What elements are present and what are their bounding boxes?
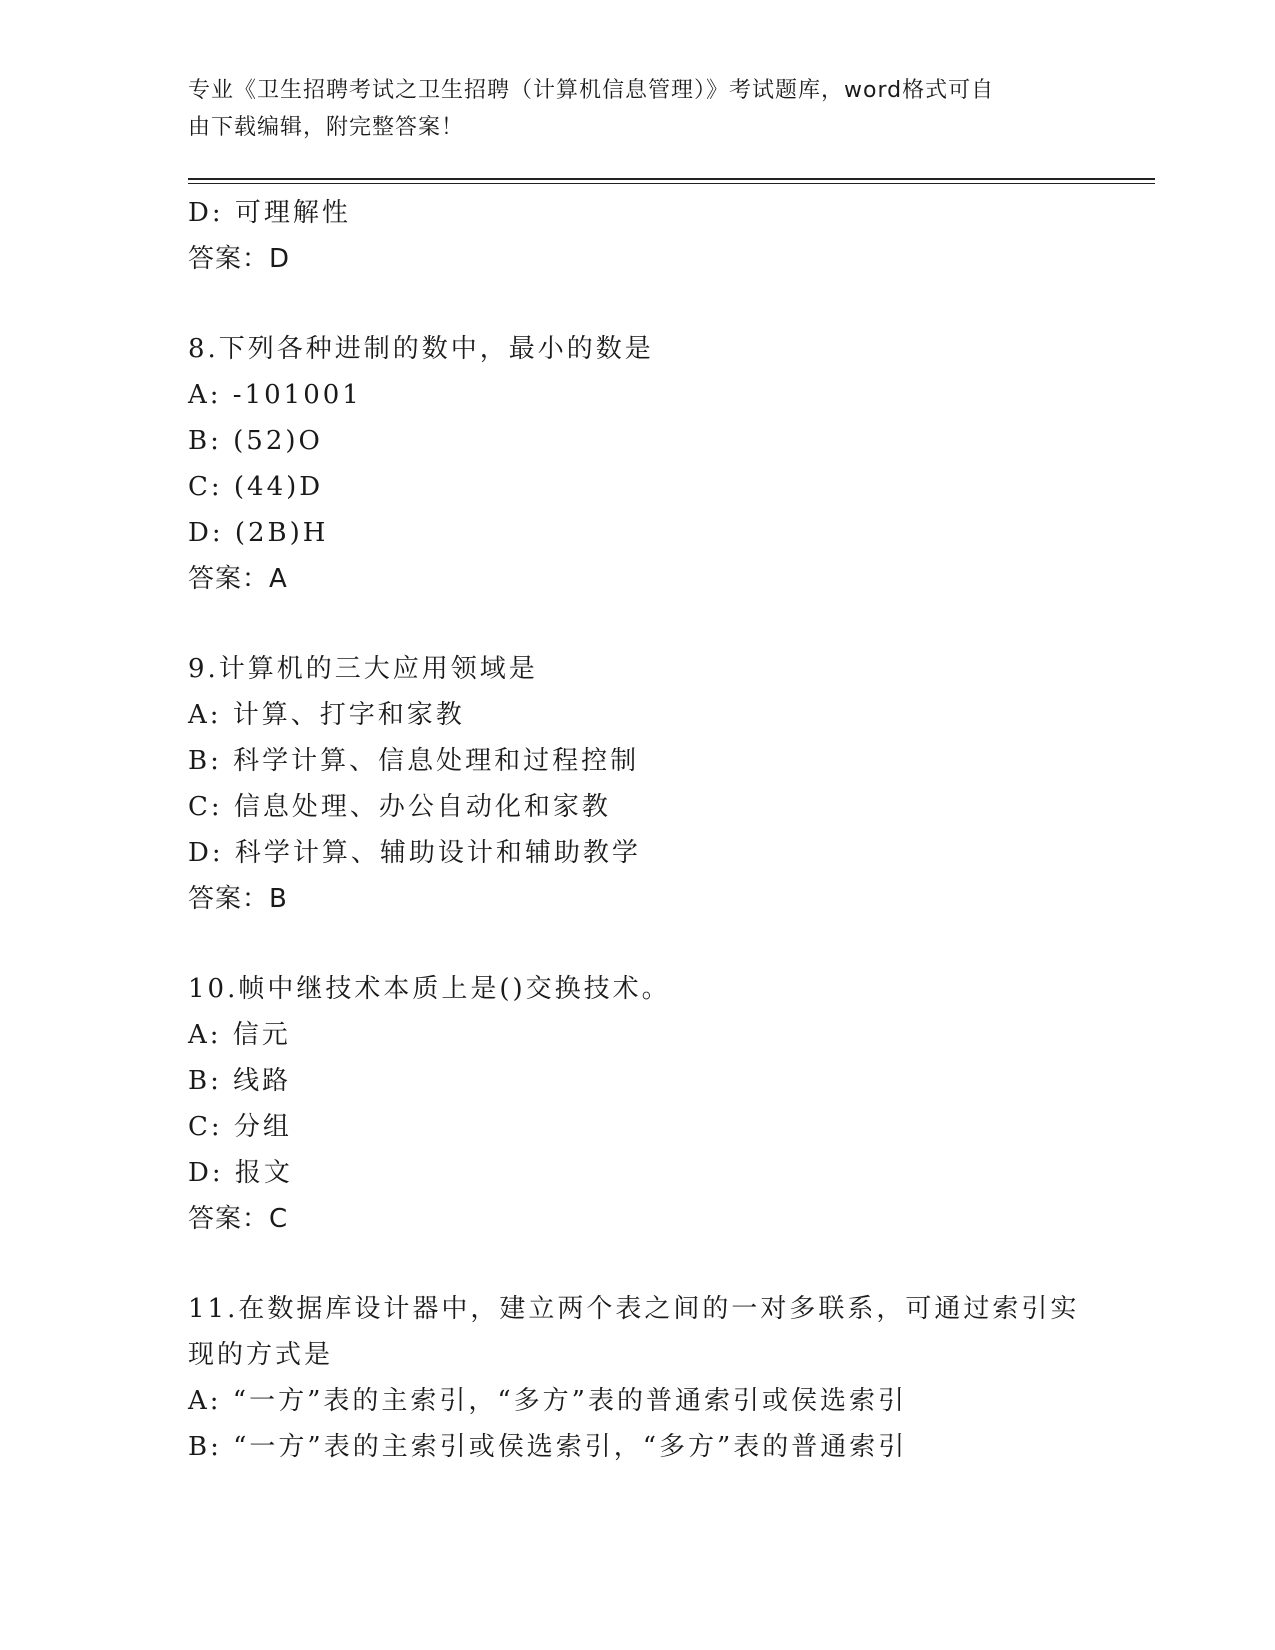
option-c: C: 信息处理、办公自动化和家教 — [188, 792, 611, 822]
option-d: D: 科学计算、辅助设计和辅助教学 — [188, 838, 641, 868]
question-11 — [188, 1286, 1088, 1470]
option-a: A: 信元 — [188, 1020, 291, 1050]
prev-answer: 答案：D — [188, 244, 291, 274]
spacer — [188, 1242, 1088, 1286]
answer: 答案：A — [188, 564, 288, 594]
spacer — [188, 602, 1088, 646]
option-b: B: “一方”表的主索引或侯选索引，“多方”表的普通索引 — [188, 1432, 908, 1462]
question-9 — [188, 646, 1088, 922]
answer: 答案：B — [188, 884, 288, 914]
question-8 — [188, 326, 1088, 602]
option-b: B: 科学计算、信息处理和过程控制 — [188, 746, 640, 776]
header-line-2: 由下载编辑，附完整答案！ — [188, 115, 465, 140]
option-a: A: 计算、打字和家教 — [188, 700, 465, 730]
question-title: 10.帧中继技术本质上是()交换技术。 — [188, 974, 671, 1004]
header-line-1: 专业《卫生招聘考试之卫生招聘（计算机信息管理）》考试题库，word格式可自 — [188, 78, 995, 103]
option-c: C: (44)D — [188, 472, 324, 502]
header-rule-thick — [188, 178, 1155, 180]
question-10 — [188, 966, 1088, 1242]
option-d: D: (2B)H — [188, 518, 329, 548]
option-d: D: 报文 — [188, 1158, 293, 1188]
answer: 答案：C — [188, 1204, 289, 1234]
spacer — [188, 282, 1088, 326]
header-rule-thin — [188, 183, 1155, 184]
question-title: 9.计算机的三大应用领域是 — [188, 654, 538, 684]
question-title: 8.下列各种进制的数中，最小的数是 — [188, 334, 654, 364]
option-b: B: 线路 — [188, 1066, 292, 1096]
option-a: A: “一方”表的主索引，“多方”表的普通索引或侯选索引 — [188, 1386, 907, 1416]
prev-option-d: D: 可理解性 — [188, 198, 351, 228]
question-title-line-2: 现的方式是 — [188, 1340, 334, 1370]
question-title-line-1: 11.在数据库设计器中，建立两个表之间的一对多联系，可通过索引实 — [188, 1294, 1080, 1324]
option-a: A: -101001 — [188, 380, 362, 410]
document-header — [188, 72, 1068, 146]
option-b: B: (52)O — [188, 426, 323, 456]
question-list — [188, 190, 1088, 1470]
spacer — [188, 922, 1088, 966]
option-c: C: 分组 — [188, 1112, 292, 1142]
